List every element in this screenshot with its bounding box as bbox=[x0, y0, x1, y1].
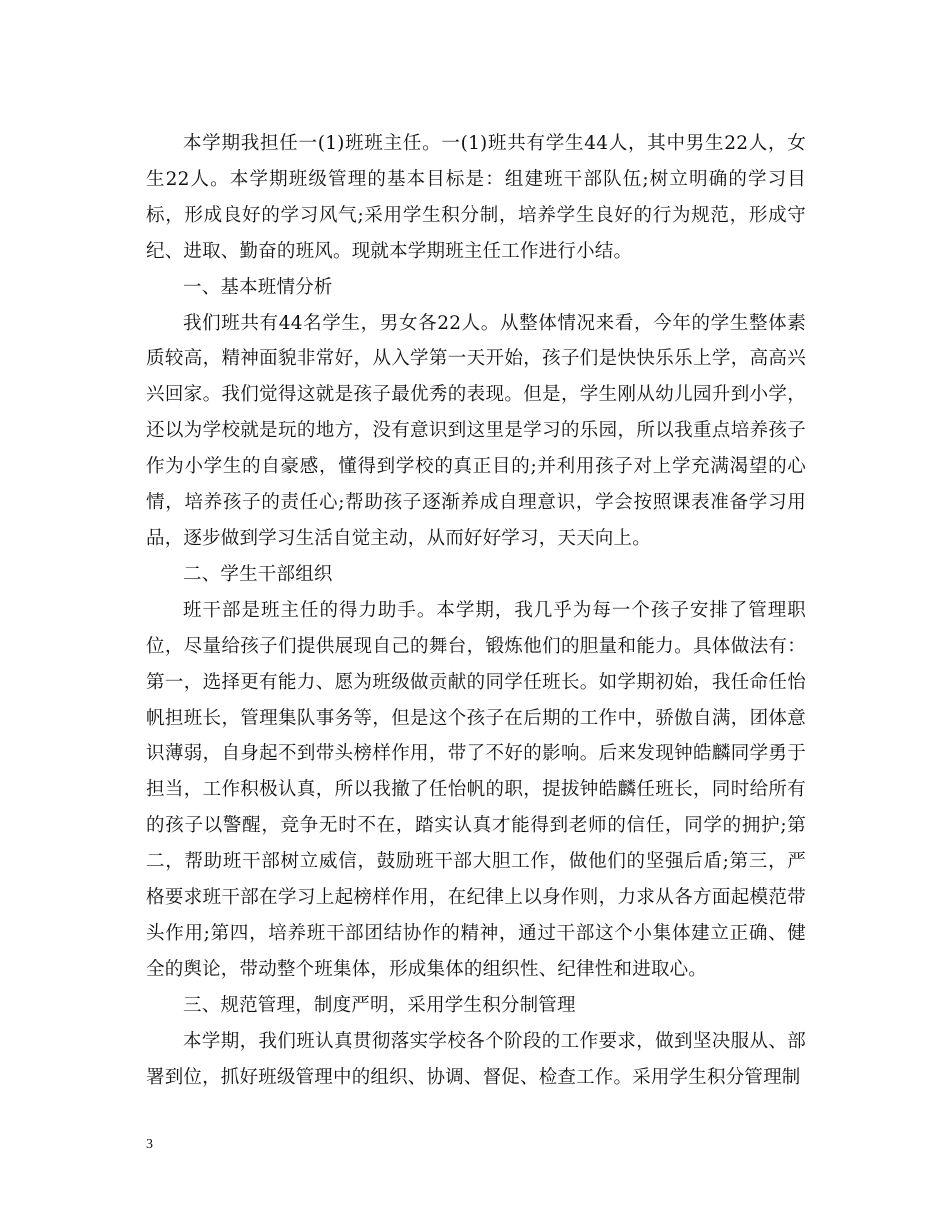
document-body bbox=[146, 126, 806, 1095]
section-heading-standardized-management: 三、规范管理，制度严明，采用学生积分制管理 bbox=[183, 994, 576, 1016]
section-heading-student-cadres: 二、学生干部组织 bbox=[183, 563, 333, 585]
class-analysis-paragraph: 我们班共有44名学生，男女各22人。从整体情况来看，今年的学生整体素质较高，精神面貌非常好，从入学第一天开始，孩子们是快快乐乐上学，高高兴兴回家。我们觉得这就是孩子最优秀的表现。但是，学生刚从幼儿园升到小学，还以为学校就是玩的地方，没有意识到这里是学习的乐园，所以我重点培养孩子作为小学生的自豪感，懂得到学校的真正目的;并利用孩子对上学充满渴望的心情，培养孩子的责任心;帮助孩子逐渐养成自理意识，学会按照课表准备学习用品，逐步做到学习生活自觉主动，从而好好学习，天天向上。 bbox=[146, 312, 806, 549]
page-number: 3 bbox=[146, 1137, 153, 1152]
student-cadres-paragraph: 班干部是班主任的得力助手。本学期，我几乎为每一个孩子安排了管理职位，尽量给孩子们提供展现自己的舞台，锻炼他们的胆量和能力。具体做法有：第一，选择更有能力、愿为班级做贡献的同学任班长。如学期初始，我任命任怡帆担班长，管理集队事务等，但是这个孩子在后期的工作中，骄傲自满，团体意识薄弱，自身起不到带头榜样作用，带了不好的影响。后来发现钟皓麟同学勇于担当，工作积极认真，所以我撤了任怡帆的职，提拔钟皓麟任班长，同时给所有的孩子以警醒，竞争无时不在，踏实认真才能得到老师的信任，同学的拥护;第二，帮助班干部树立威信，鼓励班干部大胆工作，做他们的坚强后盾;第三，严格要求班干部在学习上起榜样作用，在纪律上以身作则，力求从各方面起模范带头作用;第四，培养班干部团结协作的精神，通过干部这个小集体建立正确、健全的舆论，带动整个班集体，形成集体的组织性、纪律性和进取心。 bbox=[146, 599, 806, 980]
section-heading-basic-class-analysis: 一、基本班情分析 bbox=[183, 276, 333, 298]
standardized-management-paragraph: 本学期，我们班认真贯彻落实学校各个阶段的工作要求，做到坚决服从、部署到位，抓好班级管理中的组织、协调、督促、检查工作。采用学生积分管理制 bbox=[146, 1030, 806, 1088]
intro-paragraph: 本学期我担任一(1)班班主任。一(1)班共有学生44人，其中男生22人，女生22人。本学期班级管理的基本目标是：组建班干部队伍;树立明确的学习目标，形成良好的学习风气;采用学生积分制，培养学生良好的行为规范，形成守纪、进取、勤奋的班风。现就本学期班主任工作进行小结。 bbox=[146, 133, 806, 262]
